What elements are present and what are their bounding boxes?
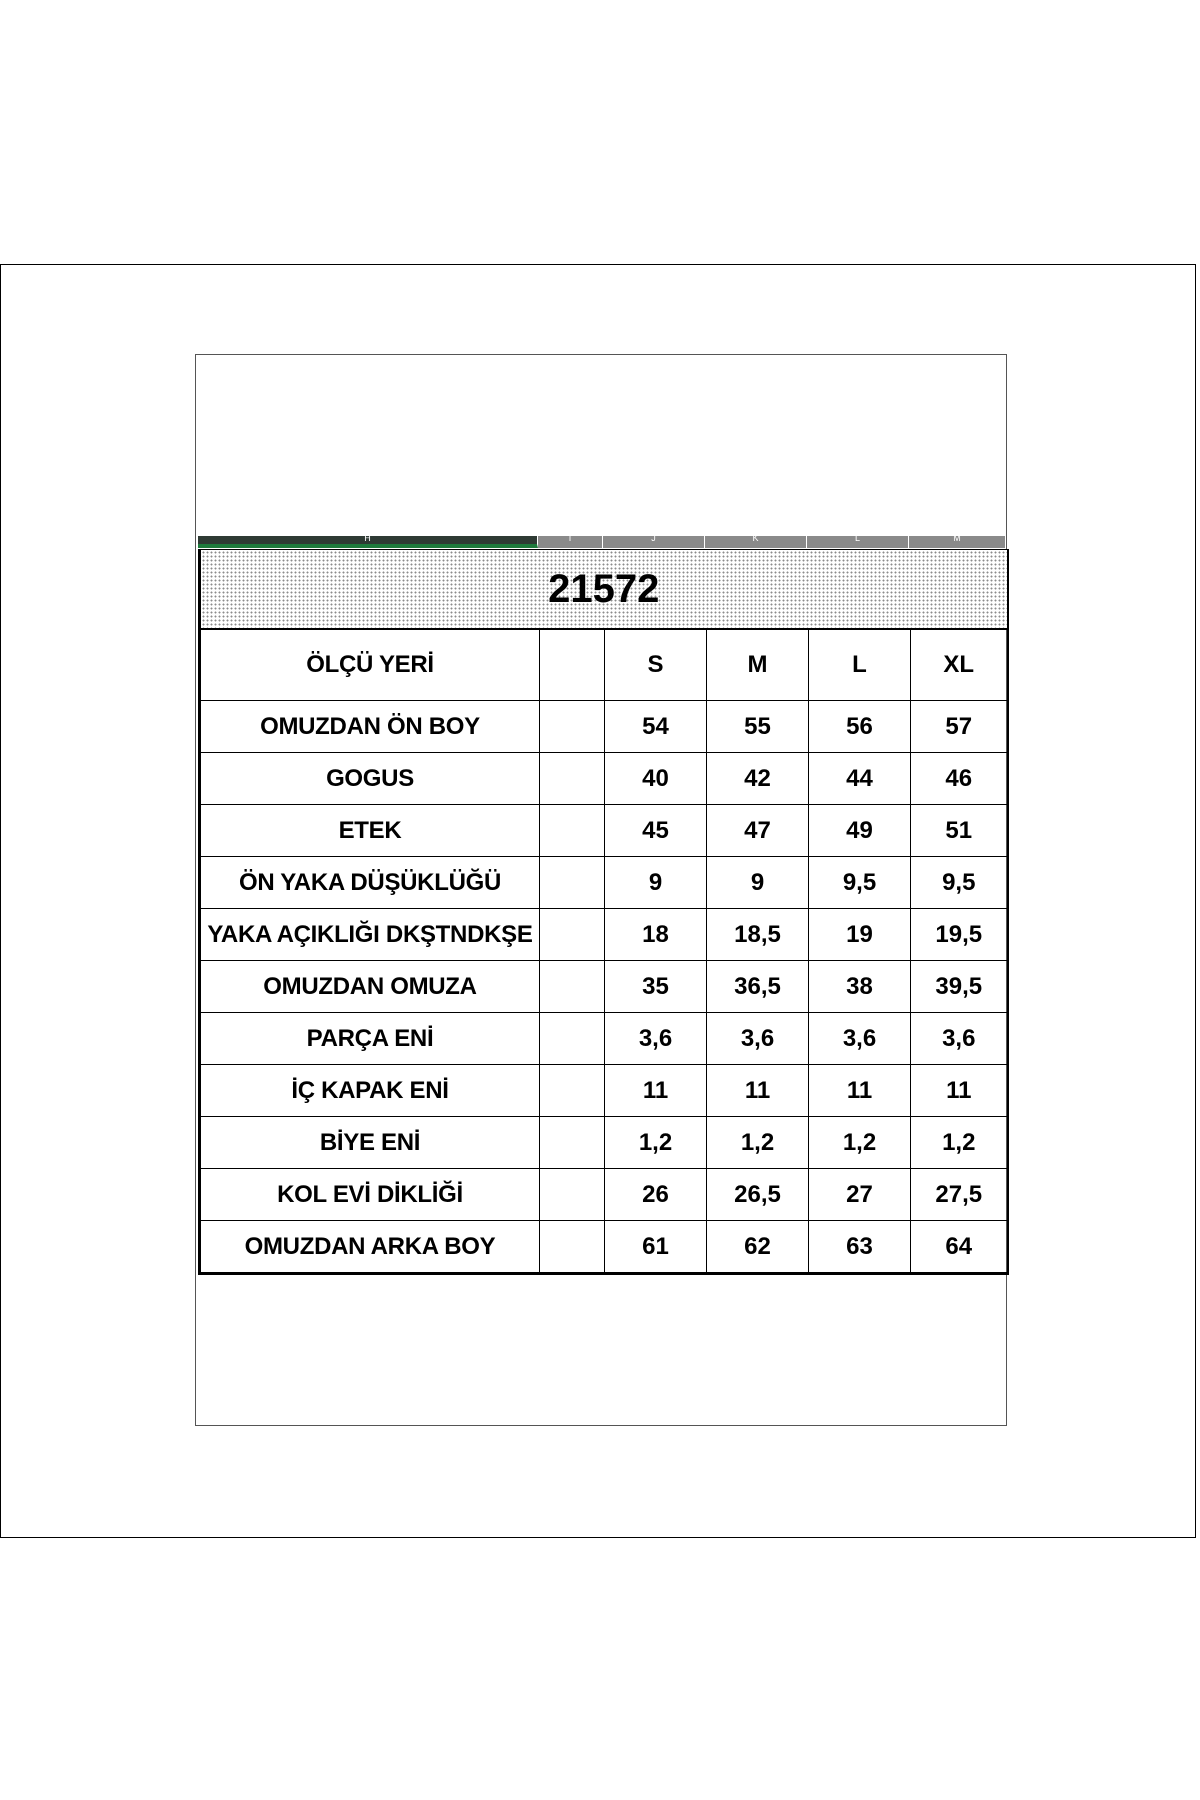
value-cell-s[interactable]: 9	[605, 857, 707, 909]
value-cell-m[interactable]: 18,5	[707, 909, 809, 961]
value-cell-l[interactable]: 9,5	[809, 857, 911, 909]
value-cell-s[interactable]: 1,2	[605, 1117, 707, 1169]
value-cell-s[interactable]: 45	[605, 805, 707, 857]
value-cell-xl[interactable]: 9,5	[911, 857, 1008, 909]
table-row	[200, 1117, 1008, 1169]
value-cell-s[interactable]: 11	[605, 1065, 707, 1117]
value-cell-xl[interactable]: 57	[911, 701, 1008, 753]
value-cell-m[interactable]: 36,5	[707, 961, 809, 1013]
table-row	[200, 1221, 1008, 1274]
value-cell-xl[interactable]: 46	[911, 753, 1008, 805]
row-label-cell[interactable]: ETEK	[200, 805, 540, 857]
value-cell-m[interactable]: 11	[707, 1065, 809, 1117]
row-label-cell[interactable]: GOGUS	[200, 753, 540, 805]
table-row	[200, 857, 1008, 909]
header-size-xl[interactable]: XL	[911, 629, 1008, 701]
column-header-l[interactable]: L	[807, 536, 909, 548]
column-header-strip	[198, 536, 1006, 548]
value-cell-xl[interactable]: 64	[911, 1221, 1008, 1274]
row-blank-cell[interactable]	[540, 1221, 605, 1274]
table-row	[200, 1013, 1008, 1065]
value-cell-m[interactable]: 1,2	[707, 1117, 809, 1169]
column-header-m[interactable]: M	[909, 536, 1006, 548]
value-cell-m[interactable]: 9	[707, 857, 809, 909]
header-row	[200, 629, 1008, 701]
value-cell-l[interactable]: 38	[809, 961, 911, 1013]
row-blank-cell[interactable]	[540, 805, 605, 857]
value-cell-l[interactable]: 11	[809, 1065, 911, 1117]
value-cell-xl[interactable]: 19,5	[911, 909, 1008, 961]
value-cell-m[interactable]: 42	[707, 753, 809, 805]
table-row	[200, 961, 1008, 1013]
row-label-cell[interactable]: İÇ KAPAK ENİ	[200, 1065, 540, 1117]
table-row	[200, 805, 1008, 857]
table-row	[200, 909, 1008, 961]
table-row	[200, 1065, 1008, 1117]
table-row	[200, 1169, 1008, 1221]
value-cell-m[interactable]: 3,6	[707, 1013, 809, 1065]
value-cell-l[interactable]: 56	[809, 701, 911, 753]
size-rows	[200, 701, 1008, 1274]
row-label-cell[interactable]: ÖN YAKA DÜŞÜKLÜĞÜ	[200, 857, 540, 909]
row-blank-cell[interactable]	[540, 1013, 605, 1065]
row-blank-cell[interactable]	[540, 753, 605, 805]
row-blank-cell[interactable]	[540, 961, 605, 1013]
row-blank-cell[interactable]	[540, 857, 605, 909]
model-number: 21572	[548, 566, 660, 611]
row-label-cell[interactable]: OMUZDAN ARKA BOY	[200, 1221, 540, 1274]
row-blank-cell[interactable]	[540, 1169, 605, 1221]
value-cell-xl[interactable]: 11	[911, 1065, 1008, 1117]
value-cell-l[interactable]: 63	[809, 1221, 911, 1274]
row-label-cell[interactable]: YAKA AÇIKLIĞI DKŞTNDKŞE	[200, 909, 540, 961]
value-cell-s[interactable]: 18	[605, 909, 707, 961]
row-label-cell[interactable]: PARÇA ENİ	[200, 1013, 540, 1065]
table-row	[200, 753, 1008, 805]
value-cell-xl[interactable]: 1,2	[911, 1117, 1008, 1169]
value-cell-l[interactable]: 3,6	[809, 1013, 911, 1065]
value-cell-s[interactable]: 26	[605, 1169, 707, 1221]
column-header-h[interactable]: H	[198, 536, 538, 548]
header-size-s[interactable]: S	[605, 629, 707, 701]
value-cell-l[interactable]: 19	[809, 909, 911, 961]
value-cell-s[interactable]: 61	[605, 1221, 707, 1274]
value-cell-l[interactable]: 44	[809, 753, 911, 805]
value-cell-s[interactable]: 3,6	[605, 1013, 707, 1065]
row-blank-cell[interactable]	[540, 701, 605, 753]
header-blank-cell[interactable]	[540, 629, 605, 701]
value-cell-s[interactable]: 35	[605, 961, 707, 1013]
column-header-i[interactable]: I	[538, 536, 603, 548]
value-cell-l[interactable]: 1,2	[809, 1117, 911, 1169]
row-blank-cell[interactable]	[540, 1117, 605, 1169]
value-cell-s[interactable]: 40	[605, 753, 707, 805]
value-cell-m[interactable]: 62	[707, 1221, 809, 1274]
value-cell-l[interactable]: 49	[809, 805, 911, 857]
value-cell-xl[interactable]: 3,6	[911, 1013, 1008, 1065]
column-header-k[interactable]: K	[705, 536, 807, 548]
header-size-m[interactable]: M	[707, 629, 809, 701]
row-blank-cell[interactable]	[540, 1065, 605, 1117]
row-label-cell[interactable]: BİYE ENİ	[200, 1117, 540, 1169]
header-label-cell[interactable]: ÖLÇÜ YERİ	[200, 629, 540, 701]
value-cell-xl[interactable]: 39,5	[911, 961, 1008, 1013]
value-cell-m[interactable]: 55	[707, 701, 809, 753]
column-header-j[interactable]: J	[603, 536, 705, 548]
title-cell[interactable]	[200, 550, 1008, 630]
header-size-l[interactable]: L	[809, 629, 911, 701]
value-cell-m[interactable]: 26,5	[707, 1169, 809, 1221]
row-label-cell[interactable]: OMUZDAN OMUZA	[200, 961, 540, 1013]
size-chart-table	[198, 549, 1009, 1275]
value-cell-s[interactable]: 54	[605, 701, 707, 753]
title-row	[200, 550, 1008, 630]
row-label-cell[interactable]: OMUZDAN ÖN BOY	[200, 701, 540, 753]
row-label-cell[interactable]: KOL EVİ DİKLİĞİ	[200, 1169, 540, 1221]
value-cell-xl[interactable]: 27,5	[911, 1169, 1008, 1221]
row-blank-cell[interactable]	[540, 909, 605, 961]
value-cell-xl[interactable]: 51	[911, 805, 1008, 857]
value-cell-m[interactable]: 47	[707, 805, 809, 857]
table-row	[200, 701, 1008, 753]
value-cell-l[interactable]: 27	[809, 1169, 911, 1221]
